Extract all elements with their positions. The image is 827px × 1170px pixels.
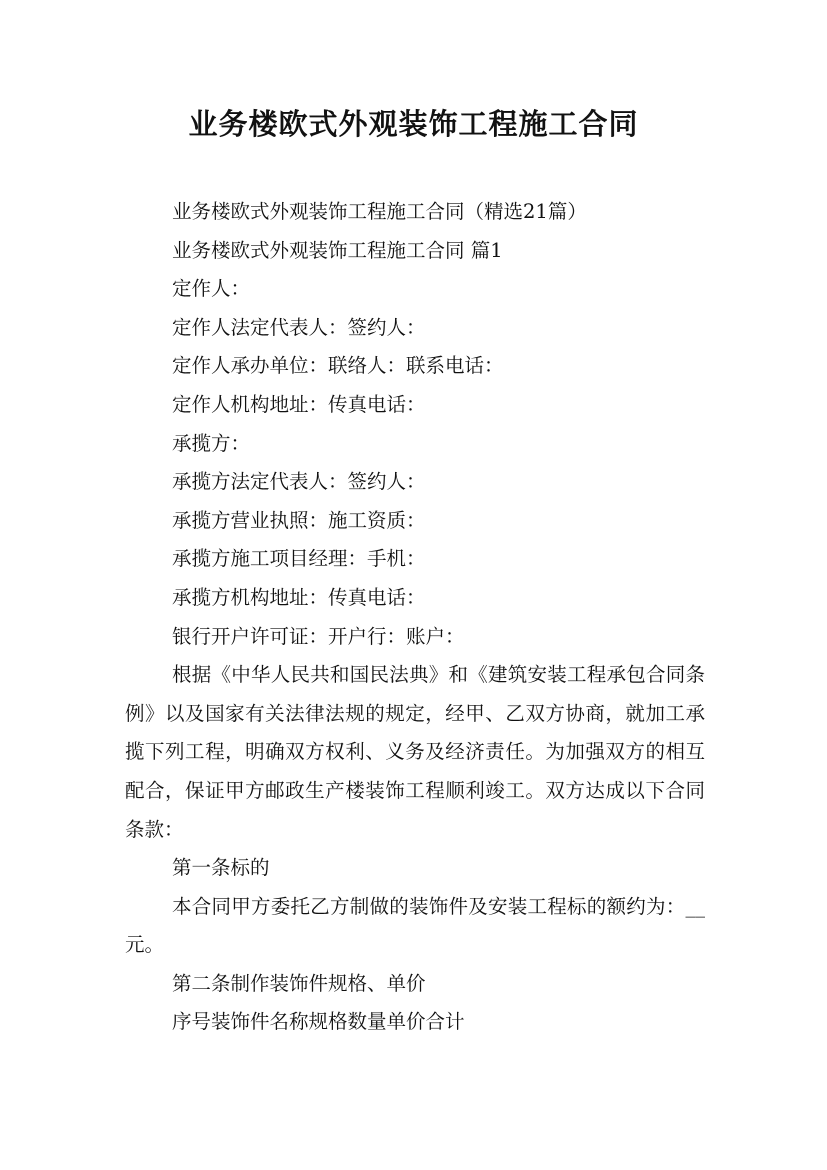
field-ordering-party-address: 定作人机构地址：传真电话： (172, 392, 426, 416)
article-2-table-header: 序号装饰件名称规格数量单价合计 (172, 1010, 465, 1034)
field-contractor: 承揽方： (172, 431, 251, 455)
article-2-heading: 第二条制作装饰件规格、单价 (172, 971, 426, 995)
subtitle-line: 业务楼欧式外观装饰工程施工合同（精选21篇） (172, 200, 587, 223)
field-ordering-party-representative: 定作人法定代表人：签约人： (172, 315, 426, 339)
field-contractor-representative: 承揽方法定代表人：签约人： (172, 470, 426, 494)
article-1-heading: 第一条标的 (172, 856, 270, 880)
document-title: 业务楼欧式外观装饰工程施工合同 (188, 107, 639, 141)
field-bank-info: 银行开户许可证：开户行：账户： (172, 624, 465, 648)
field-contractor-project-manager: 承揽方施工项目经理：手机： (172, 547, 426, 571)
basis-paragraph: 根据《中华人民共和国民法典》和《建筑安装工程承包合同条例》以及国家有关法律法规的规定，经甲、乙双方协商，就加工承揽下列工程，明确双方权利、义务及经济责任。为加强双方的相互配合，保证甲方邮政生产楼装饰工程顺利竣工。双方达成以下合同条款： (125, 663, 705, 841)
field-contractor-license: 承揽方营业执照：施工资质： (172, 508, 426, 532)
field-ordering-party: 定作人： (172, 277, 251, 301)
section-heading: 业务楼欧式外观装饰工程施工合同 篇1 (172, 238, 503, 262)
field-ordering-party-unit: 定作人承办单位：联络人：联系电话： (172, 354, 504, 378)
article-1-text: 本合同甲方委托乙方制做的装饰件及安装工程标的额约为：__元。 (125, 894, 705, 957)
field-contractor-address: 承揽方机构地址：传真电话： (172, 585, 426, 609)
document-body (125, 193, 705, 1042)
